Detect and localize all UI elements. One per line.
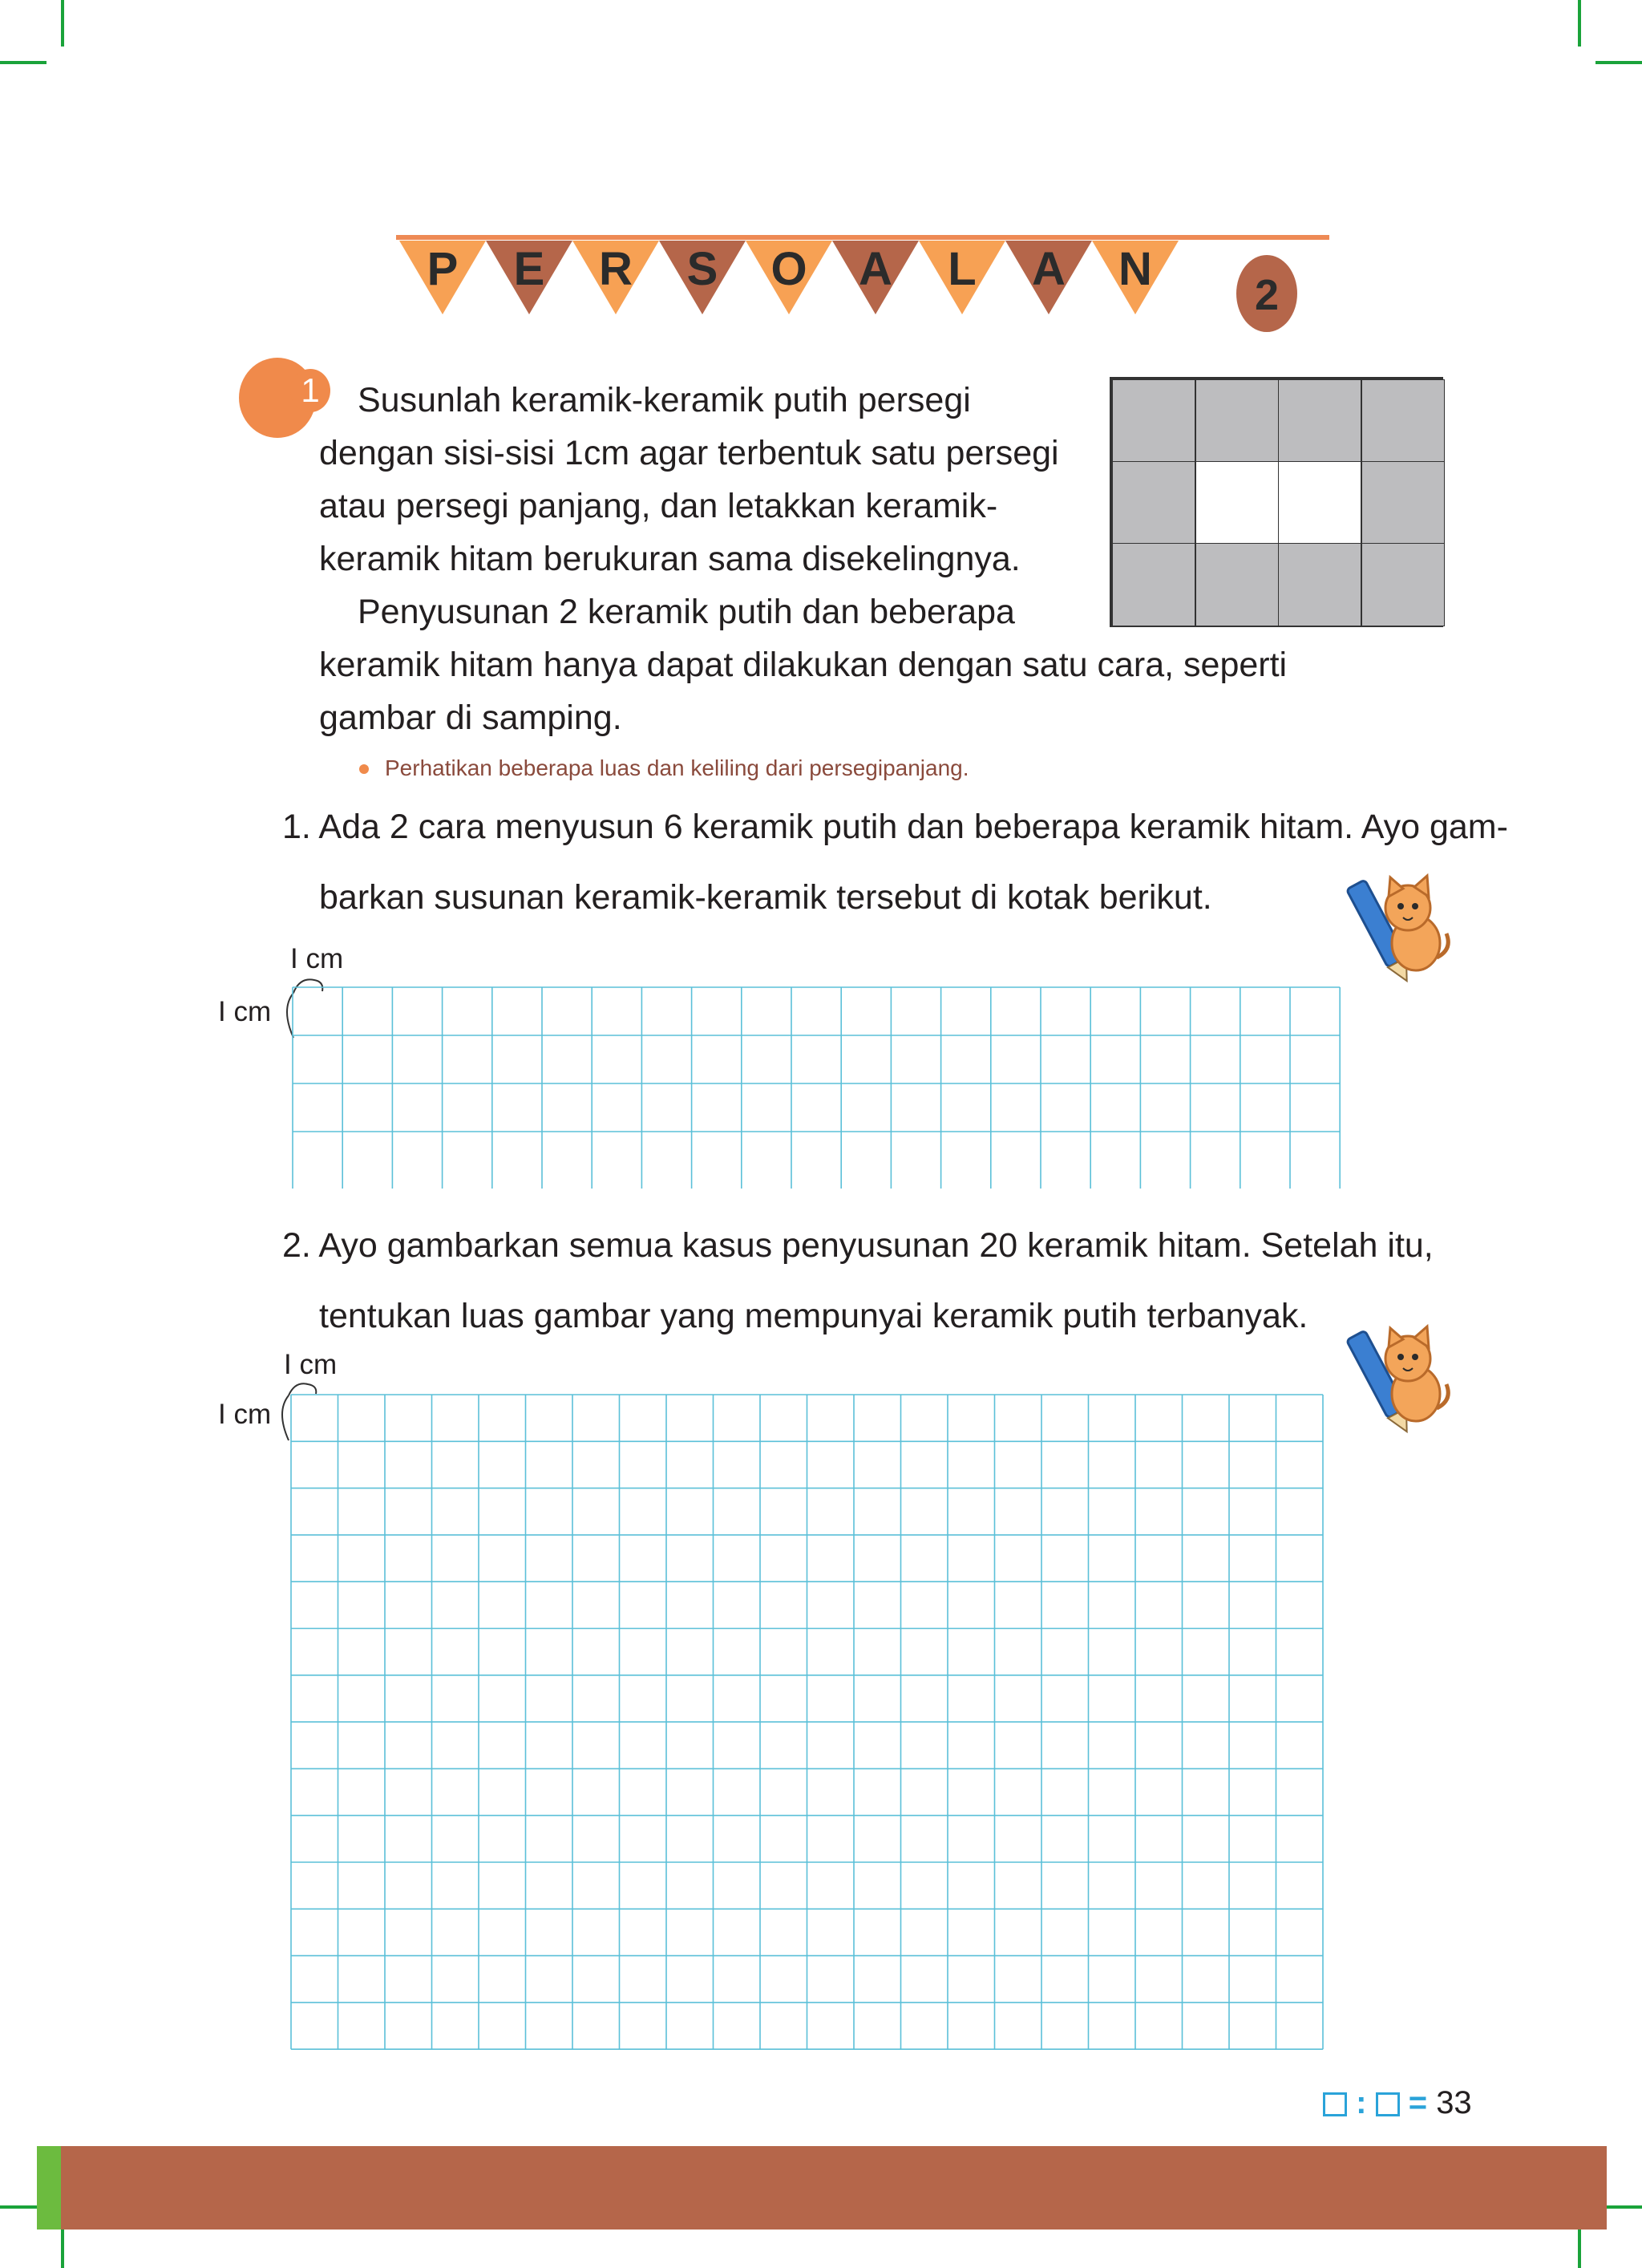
question-2-line: tentukan luas gambar yang mempunyai keramik putih terbanyak. (319, 1297, 1308, 1335)
blank-square-icon (1376, 2092, 1400, 2116)
equals-symbol: = (1408, 2085, 1428, 2120)
problem-line: gambar di samping. (319, 699, 622, 737)
black-tile (1195, 543, 1279, 626)
white-tile (1278, 461, 1361, 545)
cat-with-pencil-icon (1334, 1320, 1454, 1440)
black-tile (1195, 379, 1279, 463)
section-number: 2 (1236, 255, 1297, 332)
banner-letter: P (427, 243, 459, 295)
banner-letter: A (859, 243, 892, 295)
page-number-area (1323, 2085, 1472, 2121)
blank-square-icon (1323, 2092, 1347, 2116)
unit-label-top: I cm (284, 1349, 338, 1380)
banner-letter: R (599, 243, 633, 295)
crop-mark (61, 0, 64, 47)
question-1-line: 1. Ada 2 cara menyusun 6 keramik putih dan beberapa keramik hitam. Ayo gam- (282, 808, 1508, 846)
question-2-line: 2. Ayo gambarkan semua kasus penyusunan 20 keramik hitam. Setelah itu, (282, 1226, 1434, 1265)
unit-label-left: I cm (218, 996, 272, 1027)
crop-mark (0, 61, 47, 64)
note-text: Perhatikan beberapa luas dan keliling dari persegipanjang. (385, 755, 969, 780)
black-tile (1112, 461, 1195, 545)
banner-line (396, 235, 1329, 240)
problem-line: Susunlah keramik-keramik putih persegi (358, 381, 971, 419)
unit-label-left: I cm (218, 1399, 272, 1430)
black-tile (1361, 461, 1445, 545)
black-tile (1361, 379, 1445, 463)
cat-with-pencil-icon (1334, 869, 1454, 990)
colon-symbol: : (1356, 2085, 1367, 2120)
black-tile (1278, 543, 1361, 626)
black-tile (1112, 379, 1195, 463)
black-tile (1361, 543, 1445, 626)
footer-accent (37, 2146, 61, 2230)
black-tile (1112, 543, 1195, 626)
banner-letter: A (1032, 243, 1066, 295)
banner-letter: N (1118, 243, 1152, 295)
unit-label-top: I cm (290, 943, 344, 974)
problem-line: Penyusunan 2 keramik putih dan beberapa (358, 593, 1015, 631)
grid-paper-2[interactable] (290, 1394, 1325, 2053)
page-number: 33 (1436, 2085, 1472, 2120)
question-1-line: barkan susunan keramik-keramik tersebut di kotak berikut. (319, 878, 1212, 917)
problem-line: atau persegi panjang, dan letakkan keramik- (319, 487, 998, 525)
problem-line: keramik hitam berukuran sama disekelingnya. (319, 540, 1021, 578)
banner-letter: E (513, 243, 545, 295)
bullet-dot (359, 764, 369, 774)
white-tile (1195, 461, 1279, 545)
black-tile (1278, 379, 1361, 463)
problem-line: keramik hitam hanya dapat dilakukan dengan satu cara, seperti (319, 646, 1288, 684)
problem-badge: 1 (290, 369, 330, 412)
footer-bar (37, 2146, 1607, 2230)
banner-letter: O (770, 243, 807, 295)
tile-arrangement-figure (1110, 377, 1443, 627)
grid-paper-1[interactable] (292, 986, 1357, 1189)
crop-mark (1578, 0, 1581, 47)
banner-letter: L (948, 243, 977, 295)
banner-letter: S (686, 243, 718, 295)
crop-mark (1595, 61, 1642, 64)
problem-line: dengan sisi-sisi 1cm agar terbentuk satu persegi (319, 434, 1059, 472)
